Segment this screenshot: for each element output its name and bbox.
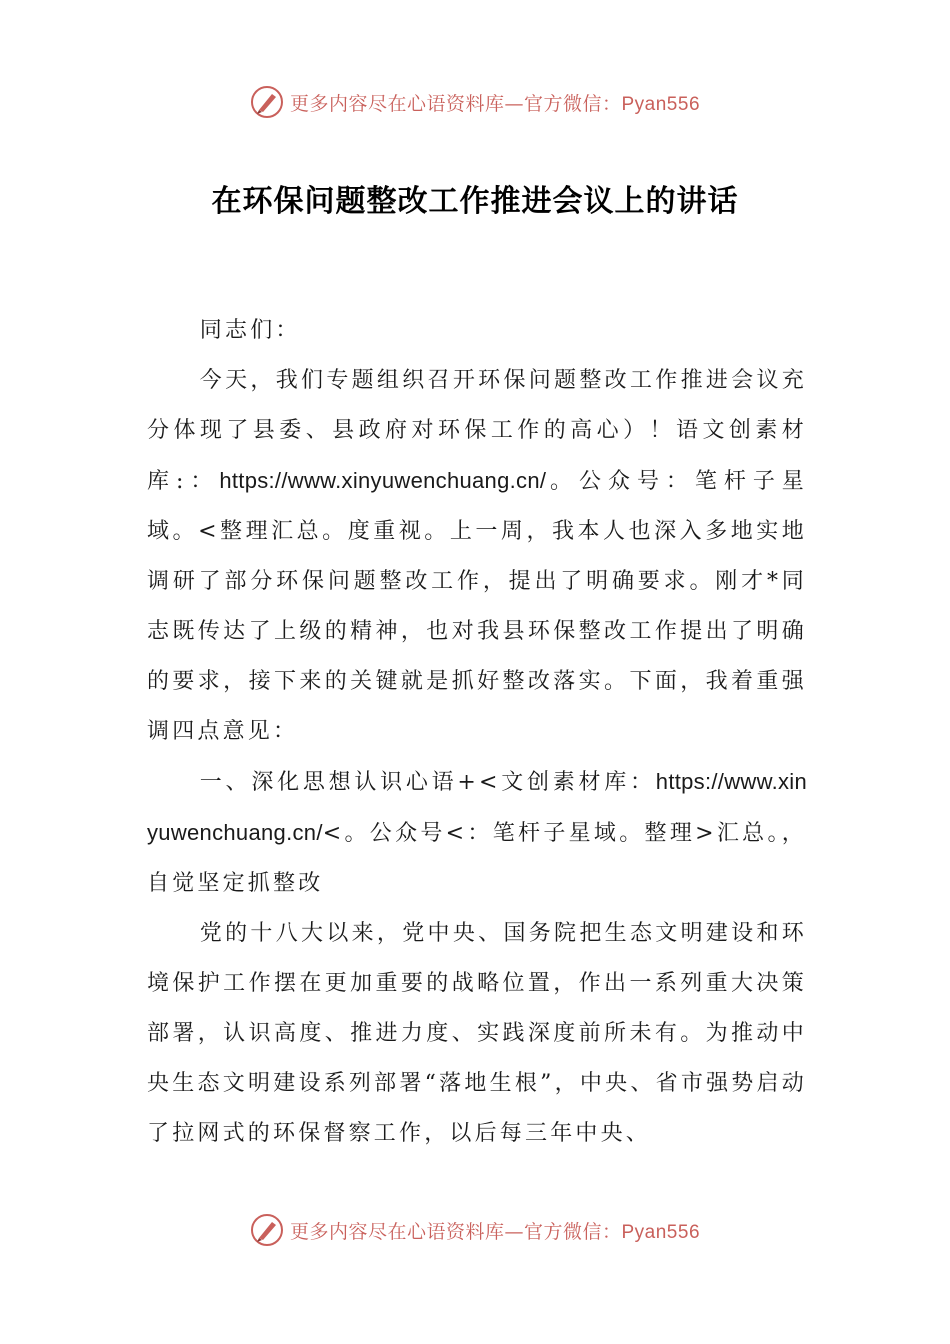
watermark-text: 更多内容尽在心语资料库—官方微信：Pyan556 <box>289 92 701 115</box>
paragraph: 党的十八大以来，党中央、国务院把生态文明建设和环境保护工作摆在更加重要的战略位置，作出一系列重大决策部署，认识高度、推进力度、实践深度前所未有。为推动中央生态文明建设系列部署“落地生根”，中央、省市强势启动了拉网式的环保督察工作，以后每三年中央、 <box>147 921 807 1146</box>
section-heading: 一、深化思想认识心语+<文创素材库：https://www.xinyuwenchuang.cn/<。公众号<：笔杆子星域。整理>汇总。，自觉坚定抓整改 <box>147 769 807 896</box>
pen-logo-icon <box>250 1213 284 1247</box>
watermark-text: 更多内容尽在心语资料库—官方微信：Pyan556 <box>289 1220 701 1243</box>
salutation: 同志们： <box>199 318 301 343</box>
header-watermark <box>0 82 950 122</box>
footer-watermark <box>0 1210 950 1250</box>
document-body <box>147 306 807 1159</box>
pen-logo-icon <box>250 85 284 119</box>
page-title: 在环保问题整改工作推进会议上的讲话 <box>211 184 739 219</box>
paragraph: 今天，我们专题组织召开环保问题整改工作推进会议充分体现了县委、县政府对环保工作的高心）！语文创素材库:：https://www.xinyuwenchuang.cn/。公众号：笔杆子星域。<整理汇总。度重视。上一周，我本人也深入多地实地调研了部分环保问题整改工作，提出了明确要求。刚才*同志既传达了上级的精神，也对我县环保整改工作提出了明确的要求，接下来的关键就是抓好整改落实。下面，我着重强调四点意见： <box>147 368 807 744</box>
